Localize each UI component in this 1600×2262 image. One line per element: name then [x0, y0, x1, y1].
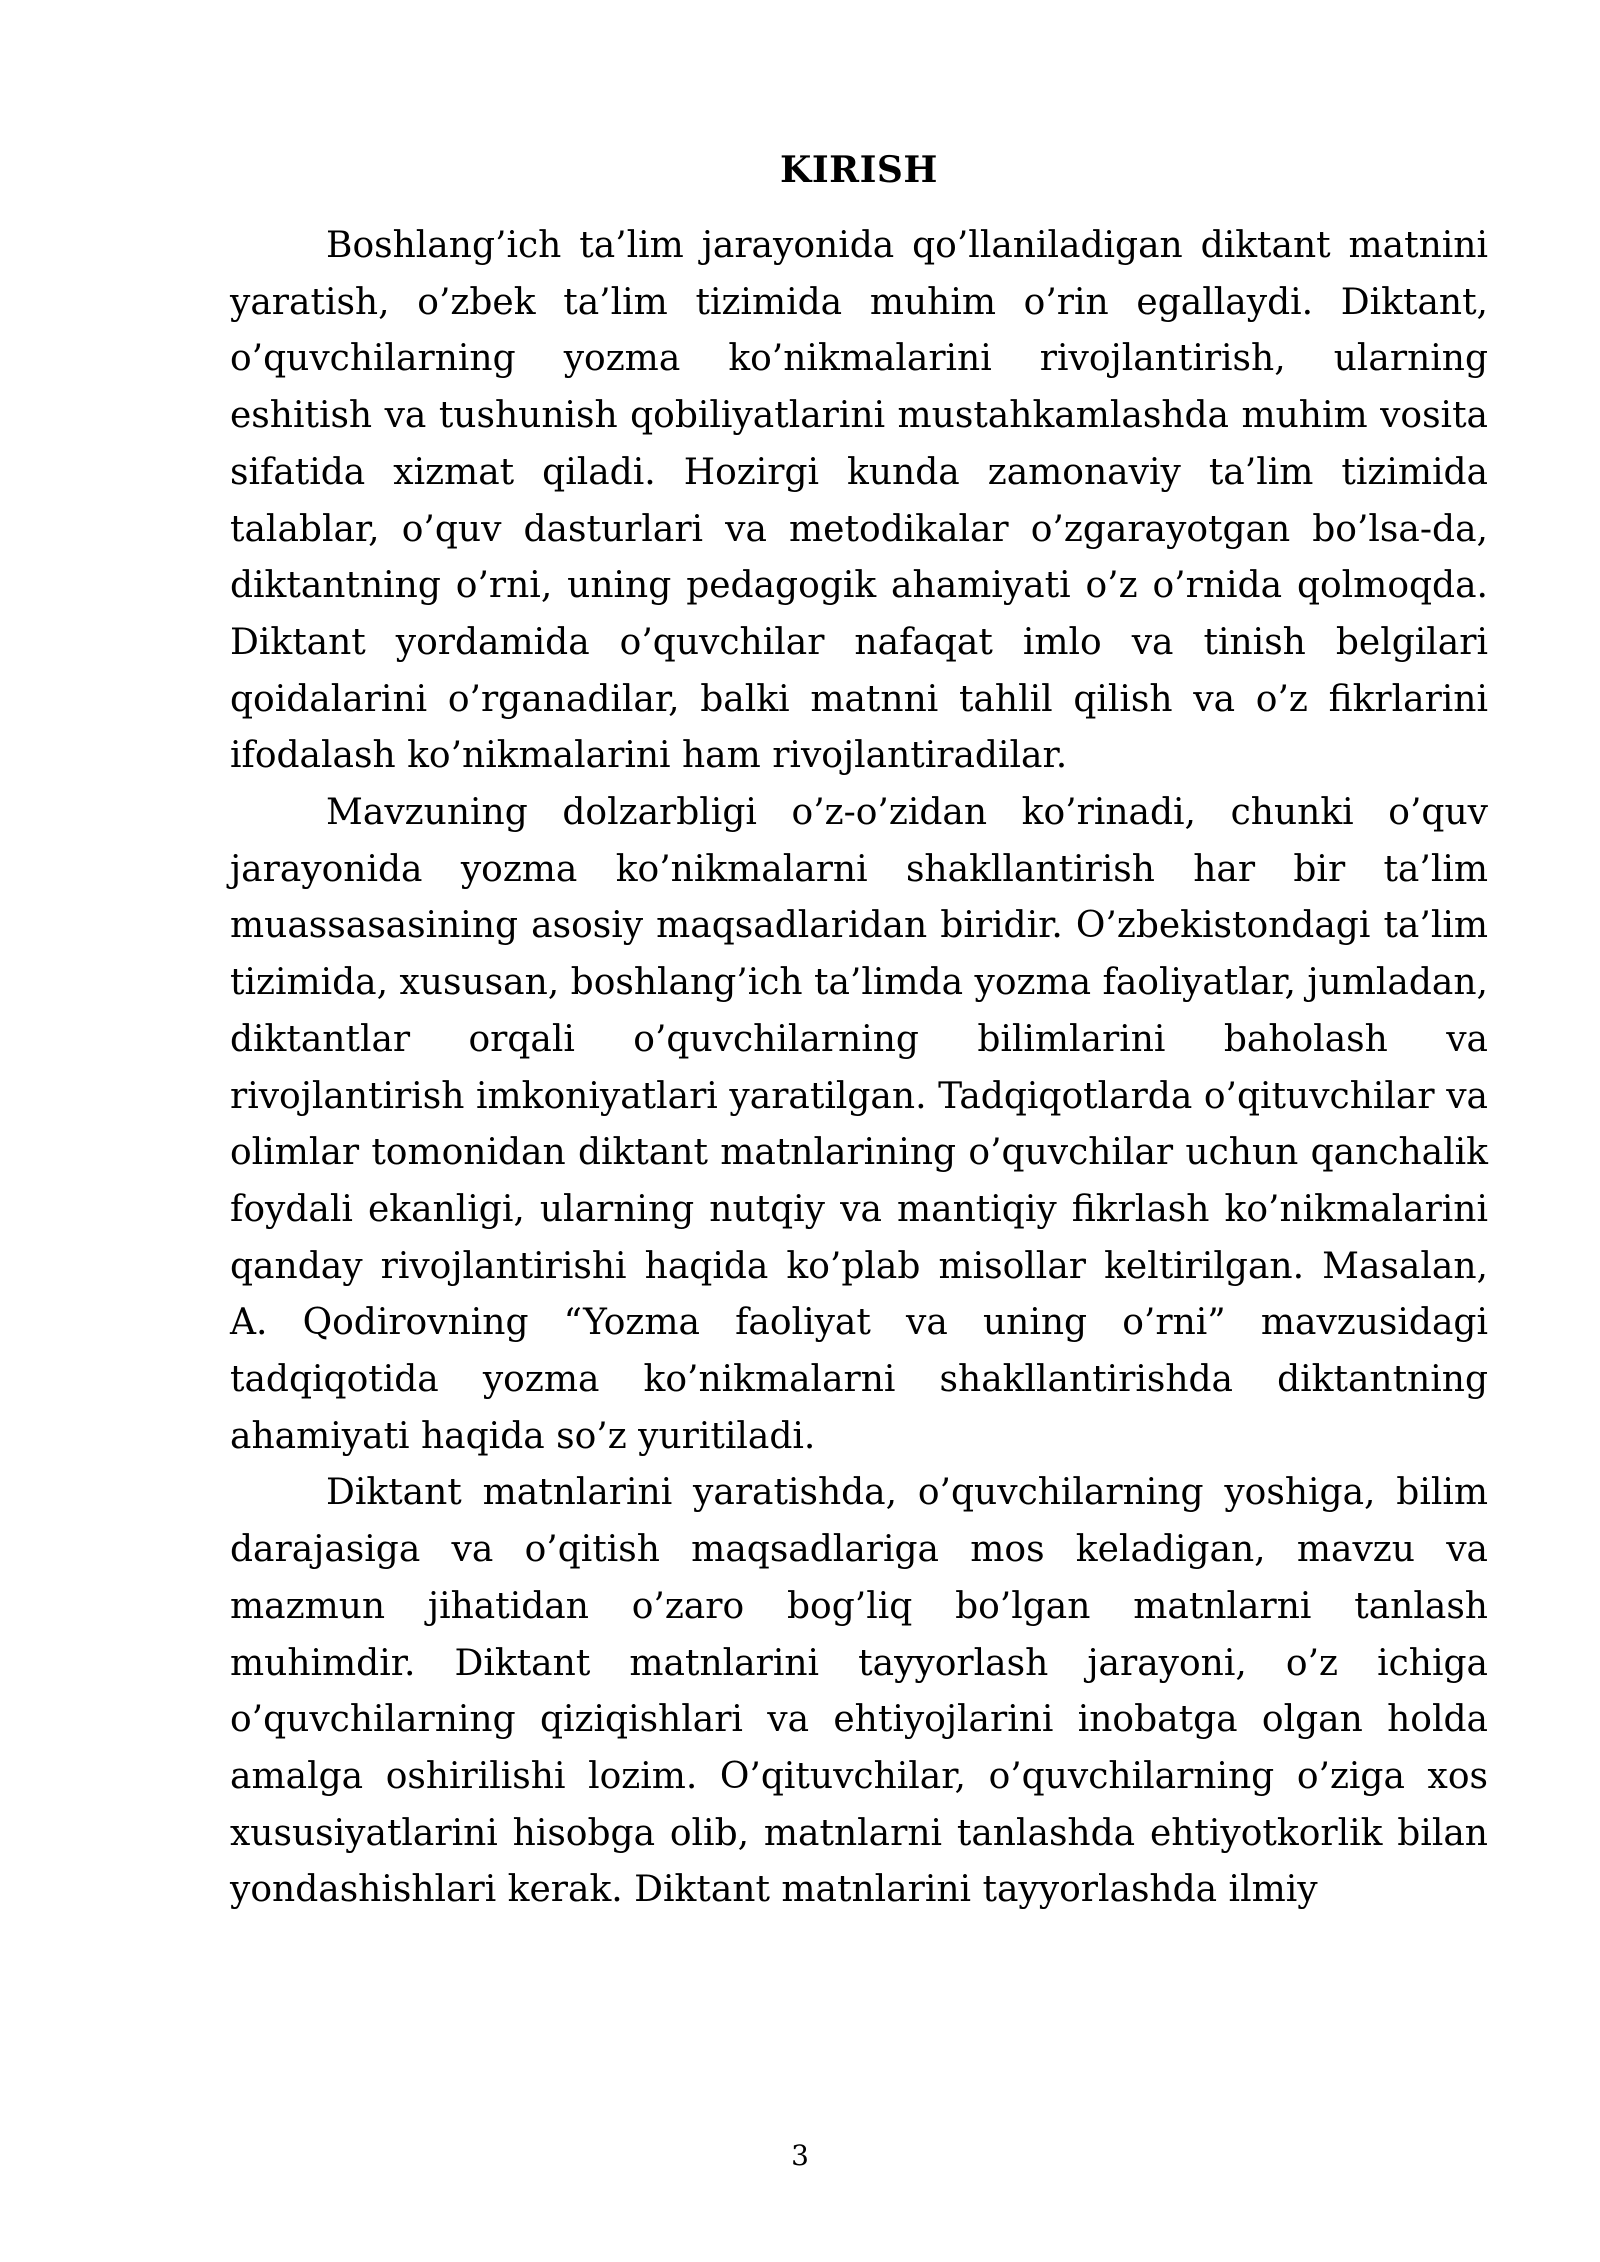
- paragraph-1: Boshlang’ich ta’lim jarayonida qo’llaniladigan diktant matnini yaratish, o’zbek ta’lim tizimida muhim o’rin egallaydi. Diktant, o’quvchilarning yozma ko’nikmalarini rivojlantirish, ularning eshitish va tushunish qobiliyatlarini mustahkamlashda muhim vosita sifatida xizmat qiladi. Hozirgi kunda zamonaviy ta’lim tizimida talablar, o’quv dasturlari va metodikalar o’zgarayotgan bo’lsa-da, diktantning o’rni, uning pedagogik ahamiyati o’z o’rnida qolmoqda. Diktant yordamida o’quvchilar nafaqat imlo va tinish belgilari qoidalarini o’rganadilar, balki matnni tahlil qilish va o’z fikrlarini ifodalash ko’nikmalarini ham rivojlantiradilar.: [230, 225, 1488, 777]
- page-number: 3: [791, 2139, 809, 2172]
- paragraph-2: Mavzuning dolzarbligi o’z-o’zidan ko’rinadi, chunki o’quv jarayonida yozma ko’nikmalarni shakllantirish har bir ta’lim muassasasining asosiy maqsadlaridan biridir. O’zbekistondagi ta’lim tizimida, xususan, boshlang’ich ta’limda yozma faoliyatlar, jumladan, diktantlar orqali o’quvchilarning bilimlarini baholash va rivojlantirish imkoniyatlari yaratilgan. Tadqiqotlarda o’qituvchilar va olimlar tomonidan diktant matnlarining o’quvchilar uchun qanchalik foydali ekanligi, ularning nutqiy va mantiqiy fikrlash ko’nikmalarini qanday rivojlantirishi haqida ko’plab misollar keltirilgan. Masalan, A. Qodirovning “Yozma faoliyat va uning o’rni” mavzusidagi tadqiqotida yozma ko’nikmalarni shakllantirishda diktantning ahamiyati haqida so’z yuritiladi.: [230, 792, 1488, 1457]
- document-page: [230, 150, 1488, 1919]
- page-title: KIRISH: [780, 149, 938, 191]
- paragraph-3: Diktant matnlarini yaratishda, o’quvchilarning yoshiga, bilim darajasiga va o’qitish maqsadlariga mos keladigan, mavzu va mazmun jihatidan o’zaro bog’liq bo’lgan matnlarni tanlash muhimdir. Diktant matnlarini tayyorlash jarayoni, o’z ichiga o’quvchilarning qiziqishlari va ehtiyojlarini inobatga olgan holda amalga oshirilishi lozim. O’qituvchilar, o’quvchilarning o’ziga xos xususiyatlarini hisobga olib, matnlarni tanlashda ehtiyotkorlik bilan yondashishlari kerak. Diktant matnlarini tayyorlashda ilmiy: [230, 1472, 1488, 1911]
